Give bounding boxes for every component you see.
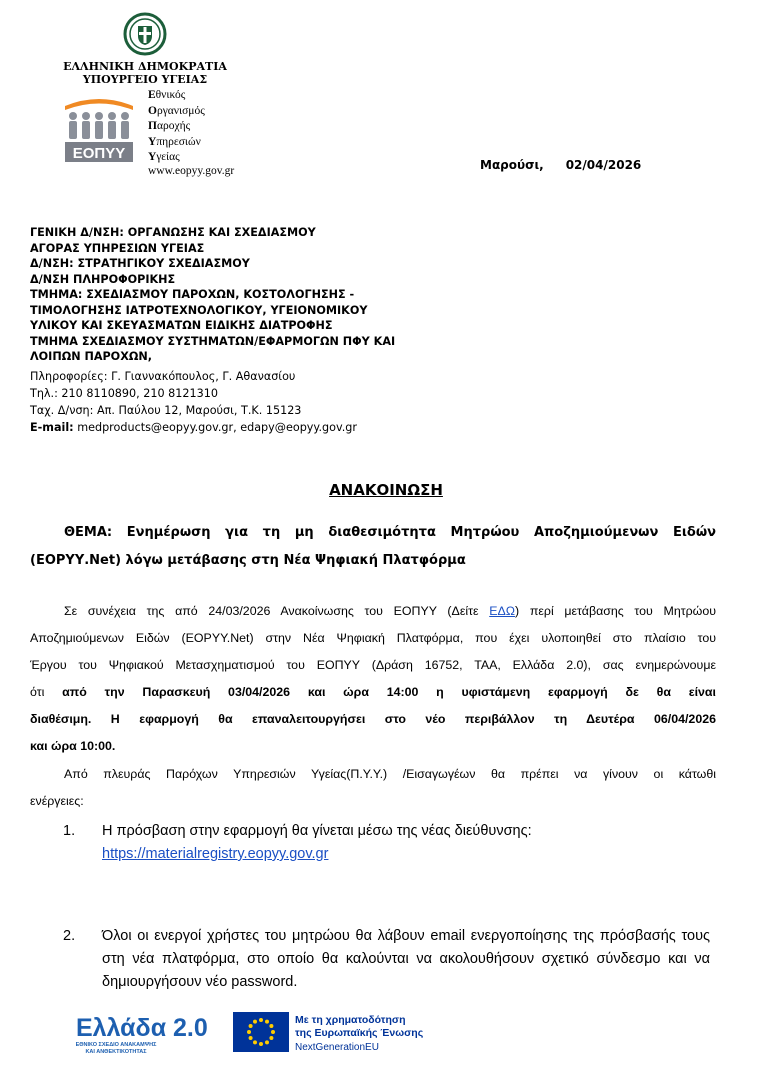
paragraph-line: Από πλευράς Παρόχων Υπηρεσιών Υγείας(Π.Υ.Υ.) /Εισαγωγέων θα πρέπει να γίνουν οι κάτωθι — [64, 767, 716, 781]
department-line: ΑΓΟΡΑΣ ΥΠΗΡΕΣΙΩΝ ΥΓΕΙΑΣ — [30, 241, 205, 255]
ministry-name: ΥΠΟΥΡΓΕΙΟ ΥΓΕΙΑΣ — [82, 73, 208, 86]
logo-text: ΕΟΠΥΥ — [72, 145, 126, 162]
department-line: ΤΜΗΜΑ ΣΧΕΔΙΑΣΜΟΥ ΣΥΣΤΗΜΑΤΩΝ/ΕΦΑΡΜΟΓΩΝ ΠΦΥ ΚΑΙ — [30, 334, 396, 348]
department-line: ΤΜΗΜΑ: ΣΧΕΔΙΑΣΜΟΥ ΠΑΡΟΧΩΝ, ΚΟΣΤΟΛΟΓΗΣΗΣ - — [30, 288, 355, 301]
document-title: ΑΝΑΚΟΙΝΩΣΗ — [329, 481, 443, 499]
government-heading — [55, 60, 235, 86]
eu-text: NextGenerationEU — [295, 1042, 379, 1053]
greece-brand-text: Ελλάδα 2.0 — [76, 1014, 208, 1042]
eu-text: της Ευρωπαϊκής Ένωσης — [295, 1027, 424, 1039]
registry-url-link[interactable]: https://materialregistry.eopyy.gov.gr — [102, 846, 329, 862]
list-number: 1. — [63, 823, 76, 839]
subject-line: ΘΕΜΑ: Ενημέρωση για τη μη διαθεσιμότητα Μητρώου Αποζημιούμενων Ειδών — [64, 525, 716, 540]
subject-line: (ΕΟΡΥΥ.Net) λόγω μετάβασης στη Νέα Ψηφιακή Πλατφόρμα — [30, 553, 466, 568]
contact-phone: Τηλ.: 210 8110890, 210 8121310 — [30, 387, 219, 400]
government-name: ΕΛΛΗΝΙΚΗ ΔΗΜΟΚΡΑΤΙΑ — [63, 60, 227, 73]
paragraph-line: Σε συνέχεια της από 24/03/2026 Ανακοίνωσης του ΕΟΠΥΥ (Δείτε ΕΔΩ) περί μετάβασης του Μητρώου — [64, 604, 716, 618]
org-line: Υπηρεσιών — [148, 135, 201, 148]
list-item-text: Η πρόσβαση στην εφαρμογή θα γίνεται μέσω της νέας διεύθυνσης: — [102, 823, 532, 839]
place-date — [480, 158, 641, 172]
department-line: Δ/ΝΣΗ ΠΛΗΡΟΦΟΡΙΚΗΣ — [30, 272, 176, 286]
list-number: 2. — [63, 928, 76, 944]
paragraph-line: ενέργειες: — [30, 794, 84, 808]
greece-sub-text: ΚΑΙ ΑΝΘΕΚΤΙΚΟΤΗΤΑΣ — [85, 1049, 147, 1055]
subject — [30, 519, 716, 575]
paragraph-line: Έργου του Ψηφιακού Μετασχηματισμού του ΕΟΠΥΥ (Δράση 16752, ΤΑΑ, Ελλάδα 2.0), σας ενημερώνουμε — [30, 658, 716, 672]
department-line: ΓΕΝΙΚΗ Δ/ΝΣΗ: ΟΡΓΑΝΩΣΗΣ ΚΑΙ ΣΧΕΔΙΑΣΜΟΥ — [30, 226, 316, 239]
org-line: Εθνικός — [148, 89, 186, 101]
org-line: Υγείας — [148, 151, 180, 163]
place: Μαρούσι, — [480, 158, 544, 172]
org-line: Οργανισμός — [148, 104, 205, 117]
greece-2-0-logo — [76, 1010, 221, 1060]
email-value[interactable]: medproducts@eopyy.gov.gr, edapy@eopyy.gov.gr — [73, 421, 357, 434]
document-date: 02/04/2026 — [565, 158, 642, 172]
org-line: Παροχής — [148, 120, 191, 132]
organization-name — [148, 88, 205, 166]
contact-info: Πληροφορίες: Γ. Γιαννακόπουλος, Γ. Αθανασίου — [30, 370, 296, 383]
paragraph-line: ότι από την Παρασκευή 03/04/2026 και ώρα 14:00 η υφιστάμενη εφαρμογή δε θα είναι — [30, 685, 716, 699]
department-line: Δ/ΝΣΗ: ΣΤΡΑΤΗΓΙΚΟΥ ΣΧΕΔΙΑΣΜΟΥ — [30, 257, 250, 270]
paragraph-2 — [30, 761, 716, 815]
paragraph-1 — [30, 598, 716, 760]
paragraph-line: Αποζημιούμενων Ειδών (ΕΟΡΥΥ.Net) στην Νέα Ψηφιακή Πλατφόρμα, που έχει υλοποιηθεί στο πλαίσιο του — [30, 631, 716, 645]
here-link[interactable]: ΕΔΩ — [489, 604, 516, 618]
list-item-text: Όλοι οι ενεργοί χρήστες του μητρώου θα λάβουν email ενεργοποίησης της πρόσβασής τους στη νέα πλατφόρμα, στο οποίο θα καλούνται να ακολουθήσουν σχετικό σύνδεσμο και να δημιουργήσουν νέο password. — [102, 928, 710, 990]
eopyy-logo — [63, 94, 135, 164]
greece-sub-text: ΕΘΝΙΚΟ ΣΧΕΔΙΟ ΑΝΑΚΑΜΨΗΣ — [76, 1042, 157, 1048]
list-item — [102, 820, 710, 866]
department-line: ΥΛΙΚΟΥ ΚΑΙ ΣΚΕΥΑΣΜΑΤΩΝ ΕΙΔΙΚΗΣ ΔΙΑΤΡΟΦΗΣ — [30, 319, 333, 332]
contact-address: Ταχ. Δ/νση: Απ. Παύλου 12, Μαρούσι, Τ.Κ. 15123 — [30, 404, 302, 417]
email-label: E-mail: — [30, 421, 74, 434]
greek-emblem-icon — [123, 12, 167, 56]
paragraph-line: διαθέσιμη. Η εφαρμογή θα επαναλειτουργήσει στο νέο περιβάλλον τη Δευτέρα 06/04/2026 — [30, 712, 716, 726]
eu-funding-logo — [233, 1012, 443, 1056]
department-line: ΤΙΜΟΛΟΓΗΣΗΣ ΙΑΤΡΟΤΕΧΝΟΛΟΓΙΚΟΥ, ΥΓΕΙΟΝΟΜΙΚΟΥ — [30, 303, 368, 317]
eu-text: Με τη χρηματοδότηση — [295, 1014, 406, 1026]
department-line: ΛΟΙΠΩΝ ΠΑΡΟΧΩΝ, — [30, 350, 152, 363]
contact-block — [30, 368, 357, 436]
department-block — [30, 225, 395, 365]
contact-email — [30, 419, 357, 436]
paragraph-line: και ώρα 10:00. — [30, 739, 116, 753]
website-link[interactable]: www.eopyy.gov.gr — [148, 165, 235, 177]
